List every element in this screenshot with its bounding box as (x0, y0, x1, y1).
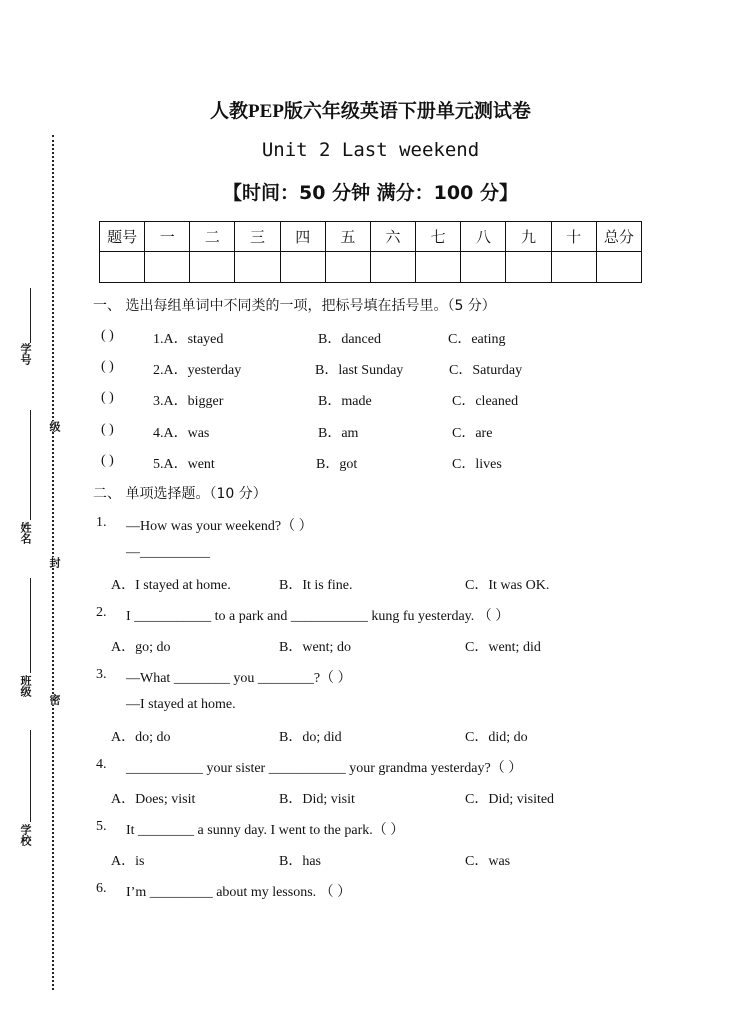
option-c: C．was (465, 854, 511, 869)
option-b: B．last Sunday (315, 363, 404, 378)
header-cell: 总分 (596, 222, 641, 252)
school-label: 学校 (19, 824, 32, 846)
name-line[interactable] (30, 410, 31, 520)
question-text: I ___________ to a park and ___________ kung fu yesterday. （ ） (126, 609, 510, 624)
question-number: 3. (96, 667, 107, 682)
option-a: 1.A．stayed (153, 332, 224, 347)
option-c: C．It was OK. (465, 578, 550, 593)
option-a: 2.A．yesterday (153, 363, 242, 378)
question-number: 6. (96, 881, 107, 896)
option-b: B．am (318, 426, 359, 441)
student-no-line[interactable] (30, 288, 31, 343)
student-no-label: 学号 (19, 343, 32, 365)
option-b: B．made (318, 394, 372, 409)
score-cell[interactable] (551, 252, 596, 283)
score-cell[interactable] (190, 252, 235, 283)
header-cell: 六 (370, 222, 415, 252)
option-c: C．cleaned (452, 394, 519, 409)
answer-paren[interactable]: ( ) (101, 422, 114, 437)
option-b: B．danced (318, 332, 381, 347)
score-cell[interactable] (416, 252, 461, 283)
question-text: It ________ a sunny day. I went to the park.（ ） (126, 823, 405, 838)
answer-paren[interactable]: ( ) (101, 359, 114, 374)
option-a: A．do; do (111, 730, 171, 745)
school-line[interactable] (30, 730, 31, 822)
option-c: C．Saturday (449, 363, 523, 378)
question-text: I’m _________ about my lessons. （ ） (126, 885, 352, 900)
score-cell[interactable] (235, 252, 280, 283)
score-cell[interactable] (461, 252, 506, 283)
option-a: 5.A．went (153, 457, 215, 472)
answer-paren[interactable]: ( ) (101, 390, 114, 405)
option-b: B．It is fine. (279, 578, 353, 593)
option-b: B．has (279, 854, 321, 869)
score-table (99, 221, 642, 283)
dialogue-answer: —I stayed at home. (126, 697, 236, 712)
header-cell: 三 (235, 222, 280, 252)
header-cell: 九 (506, 222, 551, 252)
section2-heading: 二、 单项选择题。（10 分） (93, 486, 267, 502)
header-cell: 四 (280, 222, 325, 252)
option-c: C．eating (448, 332, 506, 347)
seal-label: 封 (48, 557, 61, 568)
answer-blank[interactable]: —__________ (126, 545, 210, 560)
score-cell[interactable] (280, 252, 325, 283)
header-cell: 一 (145, 222, 190, 252)
score-cell[interactable] (596, 252, 641, 283)
question-text: —How was your weekend?（ ） (126, 519, 313, 534)
header-cell: 十 (551, 222, 596, 252)
option-c: C．lives (452, 457, 502, 472)
score-table-blank-row (100, 252, 642, 283)
score-table-header-row (100, 222, 642, 252)
answer-paren[interactable]: ( ) (101, 453, 114, 468)
time-score-info: 【时间：50 分钟 满分：100 分】 (223, 182, 518, 204)
option-c: C．are (452, 426, 493, 441)
class-line[interactable] (30, 578, 31, 673)
option-a: 4.A．was (153, 426, 210, 441)
page-title: 人教PEP版六年级英语下册单元测试卷 (210, 101, 531, 122)
name-label: 姓名 (19, 522, 32, 544)
question-number: 5. (96, 819, 107, 834)
line-mark-label: 密 (48, 694, 61, 705)
score-cell[interactable] (145, 252, 190, 283)
class-mark-label: 级 (48, 421, 61, 432)
option-a: A．is (111, 854, 145, 869)
score-cell[interactable] (506, 252, 551, 283)
header-cell: 八 (461, 222, 506, 252)
score-cell[interactable] (100, 252, 145, 283)
section1-heading: 一、 选出每组单词中不同类的一项，把标号填在括号里。（5 分） (93, 298, 496, 314)
score-cell[interactable] (325, 252, 370, 283)
question-text: —What ________ you ________?（ ） (126, 671, 352, 686)
option-c: C．did; do (465, 730, 528, 745)
question-number: 2. (96, 605, 107, 620)
option-b: B．got (316, 457, 358, 472)
option-b: B．Did; visit (279, 792, 355, 807)
class-label: 班级 (19, 675, 32, 697)
option-a: A．I stayed at home. (111, 578, 231, 593)
option-c: C．Did; visited (465, 792, 555, 807)
option-a: 3.A．bigger (153, 394, 224, 409)
question-text: ___________ your sister ___________ your grandma yesterday?（ ） (126, 761, 523, 776)
score-cell[interactable] (370, 252, 415, 283)
header-cell: 题号 (100, 222, 145, 252)
answer-paren[interactable]: ( ) (101, 328, 114, 343)
header-cell: 五 (325, 222, 370, 252)
question-number: 1. (96, 515, 107, 530)
header-cell: 七 (416, 222, 461, 252)
unit-subtitle: Unit 2 Last weekend (261, 139, 480, 161)
option-b: B．went; do (279, 640, 351, 655)
option-a: A．Does; visit (111, 792, 196, 807)
option-b: B．do; did (279, 730, 342, 745)
header-cell: 二 (190, 222, 235, 252)
question-number: 4. (96, 757, 107, 772)
option-c: C．went; did (465, 640, 541, 655)
option-a: A．go; do (111, 640, 171, 655)
